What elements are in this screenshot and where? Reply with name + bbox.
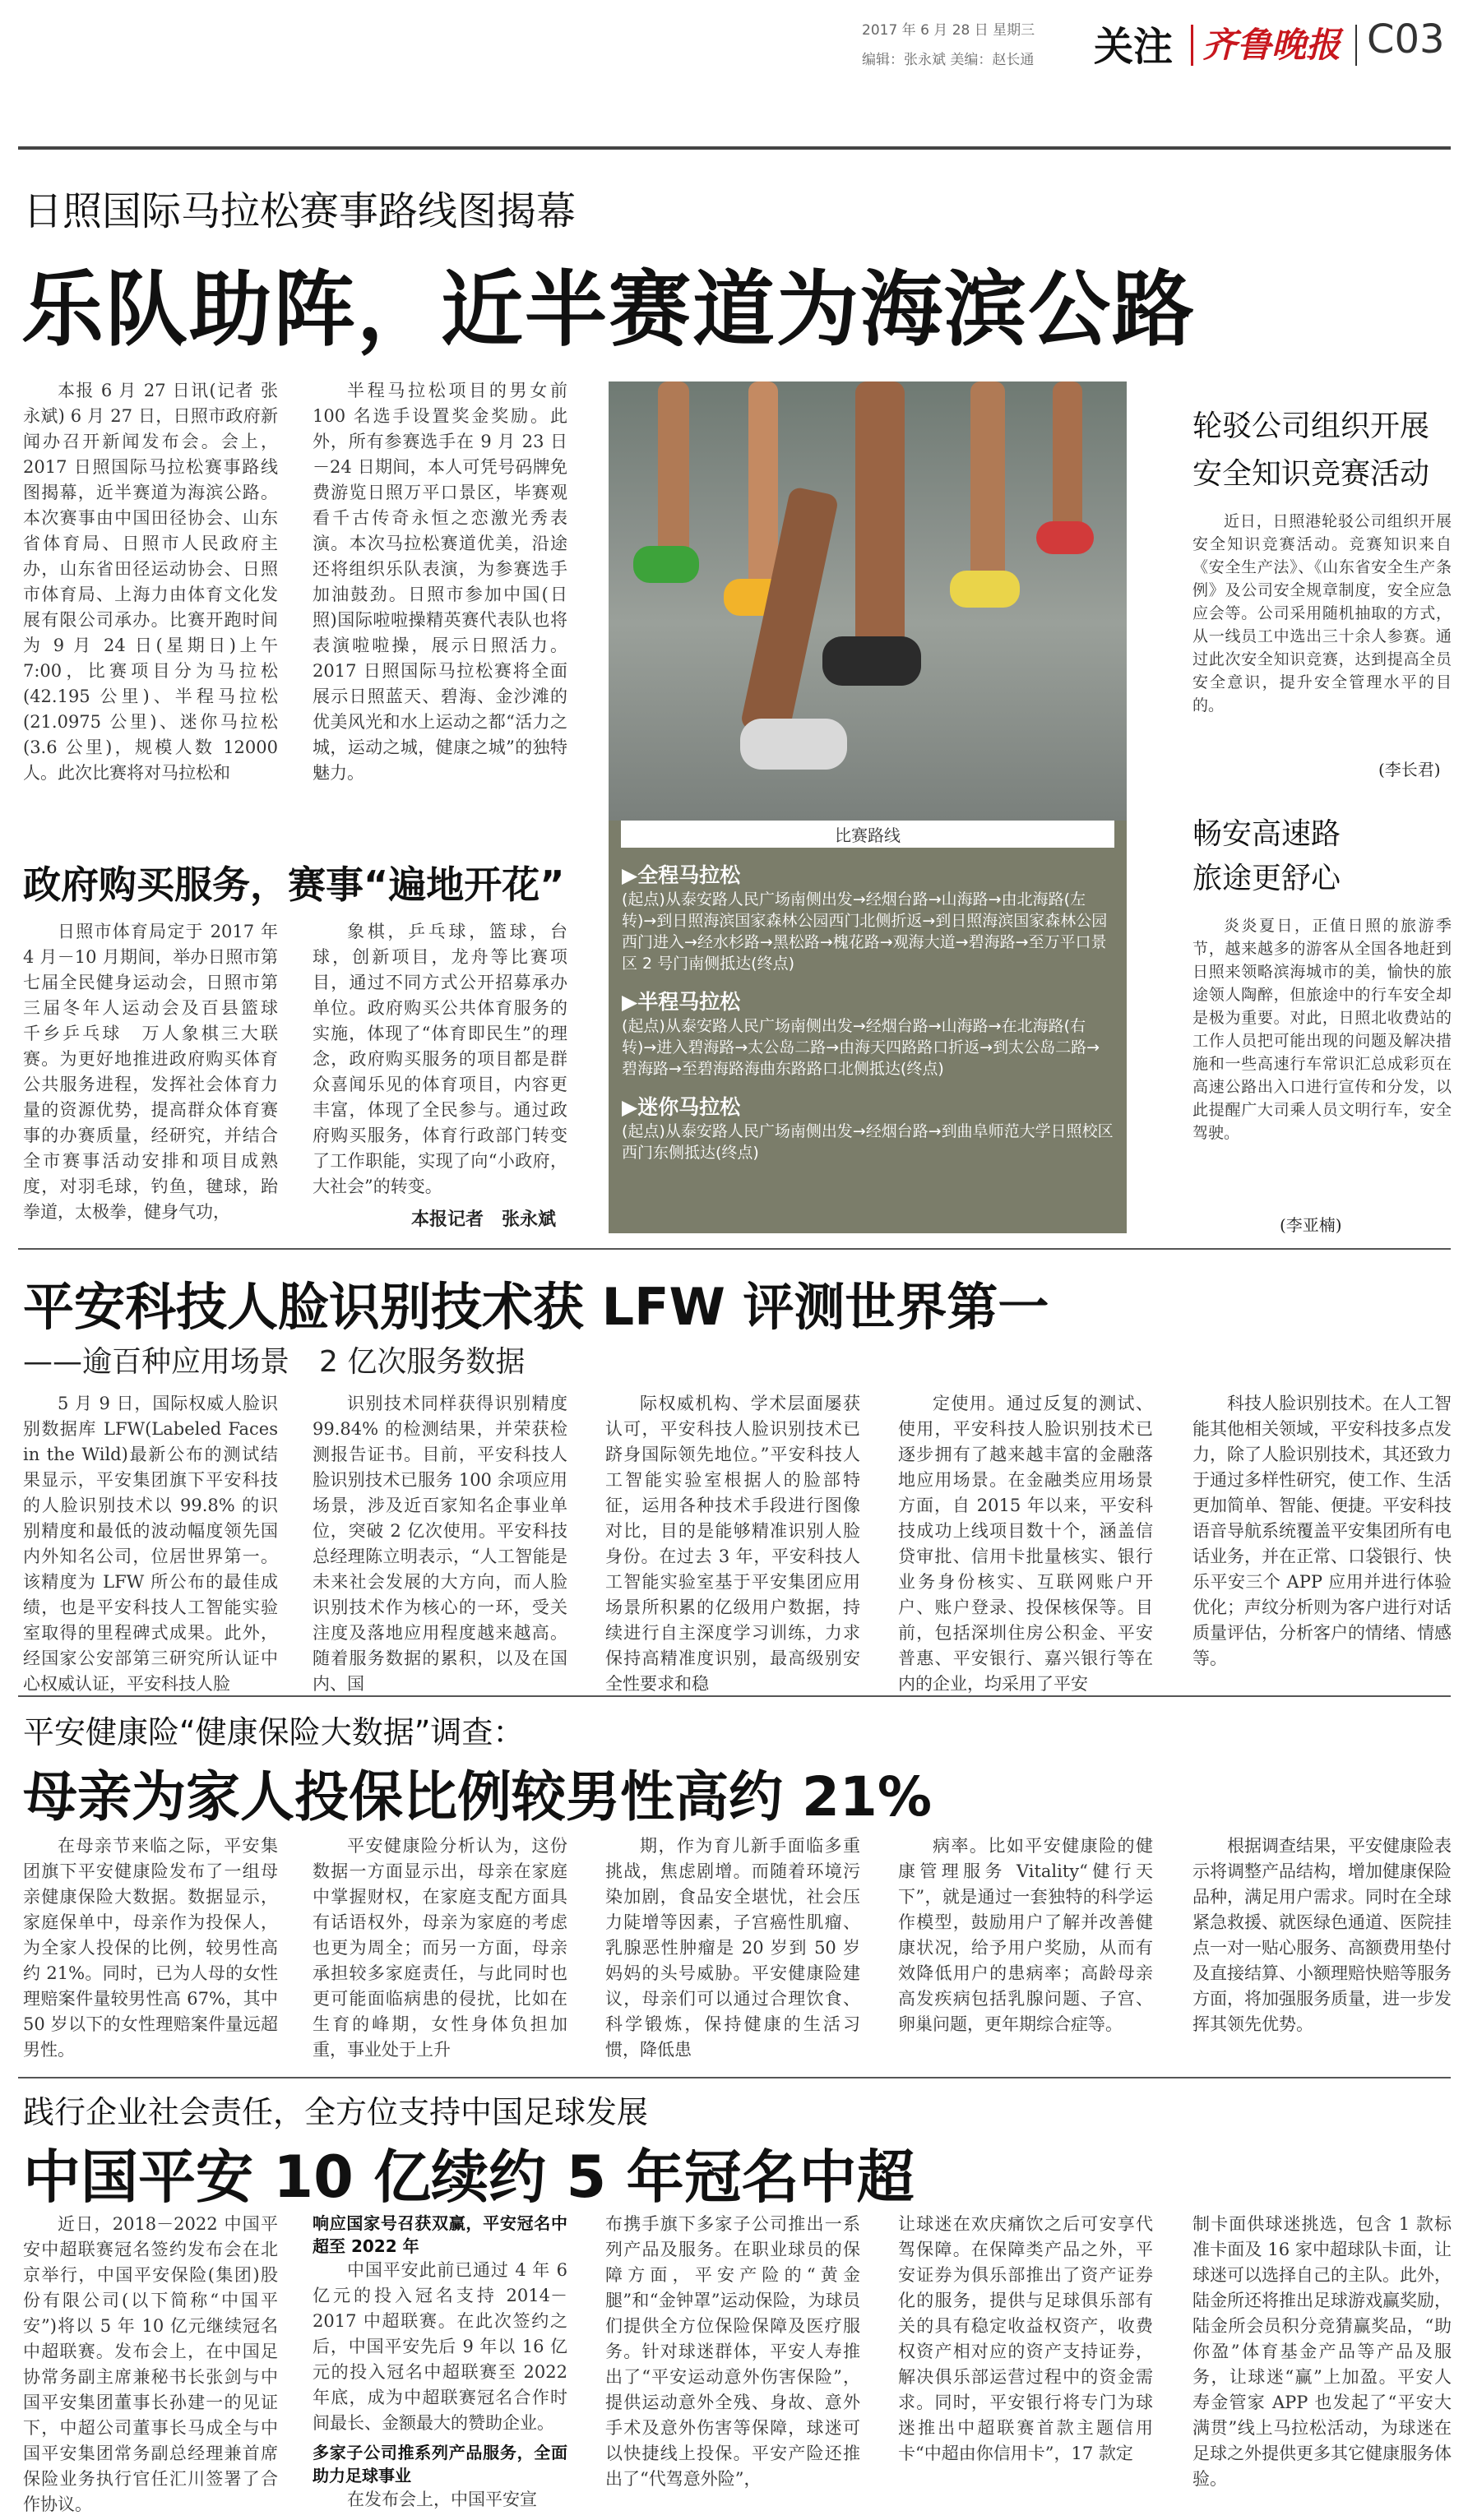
side1-headline-line2: 安全知识竞赛活动 bbox=[1192, 457, 1430, 491]
article3-col4 bbox=[898, 1391, 1153, 1694]
article5-col2 bbox=[313, 2212, 567, 2516]
article5-col2-text-2: 在发布会上，中国平安宣 bbox=[347, 2490, 537, 2509]
header-rule bbox=[18, 146, 1451, 150]
article4-kicker: 平安健康险“健康保险大数据”调查： bbox=[23, 1714, 525, 1750]
runner-shoe bbox=[1036, 521, 1094, 554]
article4-col1-text: 在母亲节来临之际，平安集团旗下平安健康险发布了一组母亲健康保险大数据。数据显示，家庭保单中，母亲作为投保人，为全家人投保的比例，较男性高约 21%。同时，已为人母的女性理赔案件量较男性高 67%，其中 50 岁以下的女性理赔案件量远超男性。 bbox=[23, 1836, 278, 2060]
article3-col3-text: 际权威机构、学术层面屡获认可，平安科技人脸识别技术已跻身国际领先地位。”平安科技人工智能实验室根据人的脸部特征，运用各种技术手段进行图像对比，目的是能够精准识别人脸身份。在过去 3 年，平安科技人工智能实验室基于平安集团应用场景所积累的亿级用户数据，持续进行自主深度学习训练，力求保持高精准度识别，最高级别安全性要求和稳 bbox=[605, 1394, 860, 1694]
runner-shoe bbox=[950, 571, 1020, 608]
side2-body bbox=[1192, 914, 1452, 1227]
article3-col5-text: 科技人脸识别技术。在人工智能其他相关领域，平安科技多点发力，除了人脸识别技术，其还致力于通过多样性研究，使工作、生活更加简单、智能、便捷。平安科技语音导航系统覆盖平安集团所有电话业务，并在正常、口袋银行、快乐平安三个 APP 应用并进行体验优化；声纹分析则为客户进行对话质量评估，分析客户的情绪、情感等。 bbox=[1192, 1394, 1452, 1668]
article4-col5-text: 根据调查结果，平安健康险表示将调整产品结构，增加健康保险品种，满足用户需求。同时在全球紧急救援、就医绿色通道、医院挂点一对一贴心服务、高额费用垫付及直接结算、小额理赔快赔等服务方面，将加强服务质量，进一步发挥其领先优势。 bbox=[1192, 1836, 1452, 2034]
section-rule-2 bbox=[18, 1695, 1451, 1697]
side2-headline-line2: 旅途更舒心 bbox=[1192, 862, 1341, 895]
runner-leg bbox=[748, 381, 778, 595]
side1-body-text: 近日，日照港轮驳公司组织开展安全知识竞赛活动。竞赛知识来自《安全生产法》、《山东省安全生产条例》及公司安全规章制度，安全应急应会等。公司采用随机抽取的方式，从一线员工中选出三十余人参赛。通过此次安全知识竞赛，达到提高全员安全意识，提升安全管理水平的目的。 bbox=[1192, 512, 1452, 714]
runner-shoe bbox=[740, 719, 847, 770]
article5-kicker: 践行企业社会责任，全方位支持中国足球发展 bbox=[23, 2094, 649, 2130]
article3-col1-text: 5 月 9 日，国际权威人脸识别数据库 LFW(Labeled Faces in the Wild)最新公布的测试结果显示，平安集团旗下平安科技的人脸识别技术以 99.8% 的识别精度和最低的波动幅度领先国内外知名公司，位居世界第一。该精度为 LFW 所公布的最佳成绩，也是平安科技人工智能实验室取得的里程碑式成果。此外，经国家公安部第三研究所认证中心权威认证，平安科技人脸 bbox=[23, 1394, 278, 1694]
route-panel bbox=[609, 821, 1127, 1233]
runner-leg bbox=[855, 381, 905, 653]
runner-leg bbox=[1053, 381, 1082, 538]
article3-col2 bbox=[313, 1391, 567, 1694]
section-rule-1 bbox=[18, 1248, 1451, 1250]
article1-headline: 乐队助阵，近半赛道为海滨公路 bbox=[21, 261, 1196, 358]
article1-col2 bbox=[313, 378, 567, 806]
article5-col5-text: 制卡面供球迷挑选，包含 1 款标准卡面及 16 家中超球队卡面，让球迷可以选择自己的主队。此外，陆金所还将推出足球游戏赢奖励，陆金所会员积分竞猜赢奖品，“助你盈”体育基金产品等产品及服务，让球迷“赢”上加盈。平安人寿金管家 APP 也发起了“平安大满贯”线上马拉松活动，为球迷在足球之外提供更多其它健康服务体验。 bbox=[1192, 2214, 1452, 2489]
article4-col1 bbox=[23, 1833, 278, 2072]
article2-col1-text: 日照市体育局定于 2017 年 4 月－10 月期间，举办日照市第七届全民健身运动会，日照市第三届冬年人运动会及百县篮球 千乡乒乓球 万人象棋三大联赛。为更好地推进政府购买体育公共服务进程，发挥社会体育力量的资源优势，提高群众体育赛事的办赛质量，经研究，并结合全市赛事活动安排和项目成熟度，对羽毛球，钓鱼，毽球，跆拳道，太极拳，健身气功， bbox=[23, 922, 295, 1222]
section-rule-3 bbox=[18, 2077, 1451, 2078]
article4-col4 bbox=[898, 1833, 1153, 2072]
runner-shoe bbox=[822, 636, 921, 686]
side2-byline: (李亚楠) bbox=[1280, 1215, 1342, 1235]
article5-col4-text: 让球迷在欢庆痛饮之后可安享代驾保障。在保障类产品之外，平安证券为俱乐部推出了资产证券化的服务，提供与足球俱乐部有关的具有稳定收益权资产，收费权资产相对应的资产支持证券，解决俱乐部运营过程中的资金需求。同时，平安银行将专门为球迷推出中超联赛首款主题信用卡“中超由你信用卡”，17 款定 bbox=[898, 2214, 1153, 2463]
article5-col1 bbox=[23, 2212, 278, 2516]
editor-line: 编辑：张永斌 美编：赵长通 bbox=[862, 52, 1035, 68]
article5-col4 bbox=[898, 2212, 1153, 2516]
section-title: 关注 bbox=[1094, 24, 1174, 70]
route-half-title: ▶半程马拉松 bbox=[622, 990, 741, 1014]
article4-col4-text: 病率。比如平安健康险的健康管理服务 Vitality“健行天下”，就是通过一套独特的科学运作模型，鼓励用户了解并改善健康状况，给予用户奖励，从而有效降低用户的患病率；高龄母亲高发疾病包括乳腺问题、子宫、卵巢问题，更年期综合症等。 bbox=[898, 1836, 1153, 2034]
route-mini-desc: (起点)从泰安路人民广场南侧出发→经烟台路→到曲阜师范大学日照校区西门东侧抵达(终点) bbox=[622, 1122, 1114, 1162]
route-half-desc: (起点)从泰安路人民广场南侧出发→经烟台路→山海路→在北海路(右转)→进入碧海路→太公岛二路→由海天四路路口折返→到太公岛二路→碧海路→至碧海路海曲东路路口北侧抵达(终点) bbox=[622, 1017, 1100, 1078]
route-mini-title: ▶迷你马拉松 bbox=[622, 1095, 741, 1119]
article1-col2-text: 半程马拉松项目的男女前 100 名选手设置奖金奖励。此外，所有参赛选手在 9 月 23 日－24 日期间，本人可凭号码牌免费游览日照万平口景区，毕赛观看千古传奇永恒之恋激光秀表演。本次马拉松赛道优美，沿途还将组织乐队表演，为参赛选手加油鼓劲。日照市参加中国(日照)国际啦啦操精英赛代表队也将表演啦啦操，展示日照活力。2017 日照国际马拉松赛将全面展示日照蓝天、碧海、金沙滩的优美风光和水上运动之都“活力之城，运动之城，健康之城”的独特魅力。 bbox=[313, 381, 567, 783]
route-full-title: ▶全程马拉松 bbox=[622, 863, 741, 887]
article3-col1 bbox=[23, 1391, 278, 1694]
article2-col2-text: 象棋，乒乓球，篮球，台球，创新项目，龙舟等比赛项目，通过不同方式公开招募承办单位。政府购买公共体育服务的实施，体现了“体育即民生”的理念，政府购买服务的项目都是群众喜闻乐见的体育项目，内容更丰富，体现了全民参与。通过政府购买服务，体育行政部门转变了工作职能，实现了向“小政府，大社会”的转变。 bbox=[313, 922, 567, 1196]
article2-byline: 本报记者 张永斌 bbox=[411, 1209, 557, 1230]
side2-body-text: 炎炎夏日，正值日照的旅游季节，越来越多的游客从全国各地赶到日照来领略滨海城市的美，愉快的旅途领人陶醉，但旅途中的行车安全却是极为重要。对此，日照北收费站的工作人员把可能出现的问题及解决措施和一些高速行车常识汇总成彩页在高速公路出入口进行宣传和分发，以此提醒广大司乘人员文明行车，安全驾驶。 bbox=[1192, 917, 1452, 1142]
article5-col2-text-1: 中国平安此前已通过 4 年 6 亿元的投入冠名支持 2014－2017 中超联赛。在此次签约之后，中国平安先后 9 年以 16 亿元的投入冠名中超联赛至 2022 年底，成为中超联赛冠名合作时间最长、金额最大的赞助企业。 bbox=[313, 2260, 567, 2433]
article4-col2 bbox=[313, 1833, 567, 2072]
runner-shoe bbox=[633, 546, 699, 583]
article4-col3 bbox=[605, 1833, 860, 2072]
article2-col2 bbox=[313, 919, 567, 1199]
runner-leg bbox=[658, 381, 689, 562]
article5-col3-text: 布携手旗下多家子公司推出一系列产品及服务。在职业球员的保障方面，平安产险的“黄金腿”和“金钟罩”运动保险，为球员们提供全方位保险保障及医疗服务。针对球迷群体，平安人寿推出了“平安运动意外伤害保险”，提供运动意外全残、身故、意外手术及意外伤害等保障，球迷可以快捷线上投保。平安产险还推出了“代驾意外险”， bbox=[605, 2214, 860, 2489]
side1-byline: (李长君) bbox=[1378, 760, 1441, 779]
side1-headline-line1: 轮驳公司组织开展 bbox=[1192, 409, 1430, 443]
side2-headline-line1: 畅安高速路 bbox=[1192, 817, 1341, 851]
newspaper-logo: 齐鲁晚报 bbox=[1202, 25, 1341, 65]
article5-subhead-2: 多家子公司推系列产品服务，全面助力足球事业 bbox=[313, 2443, 567, 2485]
side1-body bbox=[1192, 510, 1452, 756]
marathon-runners-photo bbox=[609, 381, 1127, 821]
article3-col2-text: 识别技术同样获得识别精度 99.84% 的检测结果，并荣获检测报告证书。目前，平安科技人脸识别技术已服务 100 余项应用场景，涉及近百家知名企事业单位，突破 2 亿次使用。平安科技总经理陈立明表示，“人工智能是未来社会发展的大方向，而人脸识别技术作为核心的一环，受关注度及落地应用程度越来越高。随着服务数据的累积，以及在国内、国 bbox=[313, 1394, 567, 1694]
article3-col5 bbox=[1192, 1391, 1452, 1679]
article5-headline: 中国平安 10 亿续约 5 年冠名中超 bbox=[23, 2143, 915, 2211]
article4-col3-text: 期，作为育儿新手面临多重挑战，焦虑剧增。而随着环境污染加剧，食品安全堪忧，社会压力陡增等因素，子宫癌性肌瘤、乳腺恶性肿瘤是 20 岁到 50 岁妈妈的头号威胁。平安健康险建议，母亲们可以通过合理饮食、科学锻炼，保持健康的生活习惯，降低患 bbox=[605, 1836, 860, 2060]
article3-subhead: ——逾百种应用场景 2 亿次服务数据 bbox=[23, 1345, 526, 1379]
article3-col3 bbox=[605, 1391, 860, 1694]
page-number: C03 bbox=[1367, 16, 1445, 62]
article5-col5 bbox=[1192, 2212, 1452, 2516]
article4-col2-text: 平安健康险分析认为，这份数据一方面显示出，母亲在家庭中掌握财权，在家庭支配方面具有话语权外，母亲为家庭的考虑也更为周全；而另一方面，母亲承担较多家庭责任，与此同时也更可能面临病患的侵扰，比如在生育的峰期，女性身体负担加重，事业处于上升 bbox=[313, 1836, 567, 2060]
route-label: 比赛路线 bbox=[621, 821, 1114, 848]
runner-leg bbox=[970, 381, 1005, 587]
article4-headline: 母亲为家人投保比例较男性高约 21% bbox=[23, 1765, 932, 1829]
article2-col1 bbox=[23, 919, 295, 1222]
route-full-desc: (起点)从泰安路人民广场南侧出发→经烟台路→山海路→由北海路(左转)→到日照海滨国家森林公园西门北侧折返→到日照海滨国家森林公园西门进入→经水杉路→黑松路→槐花路→观海大道→碧海路→至万平口景区 2 号门南侧抵达(终点) bbox=[622, 890, 1108, 973]
article1-kicker: 日照国际马拉松赛事路线图揭幕 bbox=[23, 188, 577, 234]
article3-col4-text: 定使用。通过反复的测试、使用，平安科技人脸识别技术已逐步拥有了越来越丰富的金融落地应用场景。在金融类应用场景方面，自 2015 年以来，平安科技成功上线项目数十个，涵盖信贷审批、信用卡批量核实、银行业务身份核实、互联网账户开户、账户登录、投保核保等。目前，包括深圳住房公积金、平安普惠、平安银行、嘉兴银行等在内的企业，均采用了平安 bbox=[898, 1394, 1153, 1694]
article1-col1 bbox=[23, 378, 278, 806]
article1-col1-text: 本报 6 月 27 日讯(记者 张永斌) 6 月 27 日，日照市政府新闻办召开新闻发布会。会上，2017 日照国际马拉松赛事路线图揭幕，近半赛道为海滨公路。本次赛事由中国田径协会、山东省体育局、日照市人民政府主办，山东省田径运动协会、日照市体育局、上海力由体育文化发展有限公司承办。比赛开跑时间为 9 月 24 日(星期日)上午 7:00，比赛项目分为马拉松(42.195 公里)、半程马拉松(21.0975 公里)、迷你马拉松(3.6 公里)，规模人数 12000 人。此次比赛将对马拉松和 bbox=[23, 381, 278, 783]
header-divider bbox=[1191, 25, 1193, 66]
article5-subhead-1: 响应国家号召获双赢，平安冠名中超至 2022 年 bbox=[313, 2213, 567, 2256]
article4-col5 bbox=[1192, 1833, 1452, 2072]
header-divider-2 bbox=[1355, 25, 1357, 66]
article2-headline: 政府购买服务，赛事“遍地开花” bbox=[23, 862, 565, 907]
article3-headline: 平安科技人脸识别技术获 LFW 评测世界第一 bbox=[23, 1277, 1049, 1337]
article5-col3 bbox=[605, 2212, 860, 2516]
date-line: 2017 年 6 月 28 日 星期三 bbox=[862, 22, 1035, 39]
article5-col1-text: 近日，2018－2022 中国平安中超联赛冠名签约发布会在北京举行，中国平安保险(集团)股份有限公司(以下简称“中国平安”)将以 5 年 10 亿元继续冠名中超联赛。发布会上，在中国足协常务副主席兼秘书长张剑与中国平安集团董事长孙建一的见证下，中超公司董事长马成全与中国平安集团常务副总经理兼首席保险业务执行官任汇川签署了合作协议。 bbox=[23, 2214, 278, 2514]
